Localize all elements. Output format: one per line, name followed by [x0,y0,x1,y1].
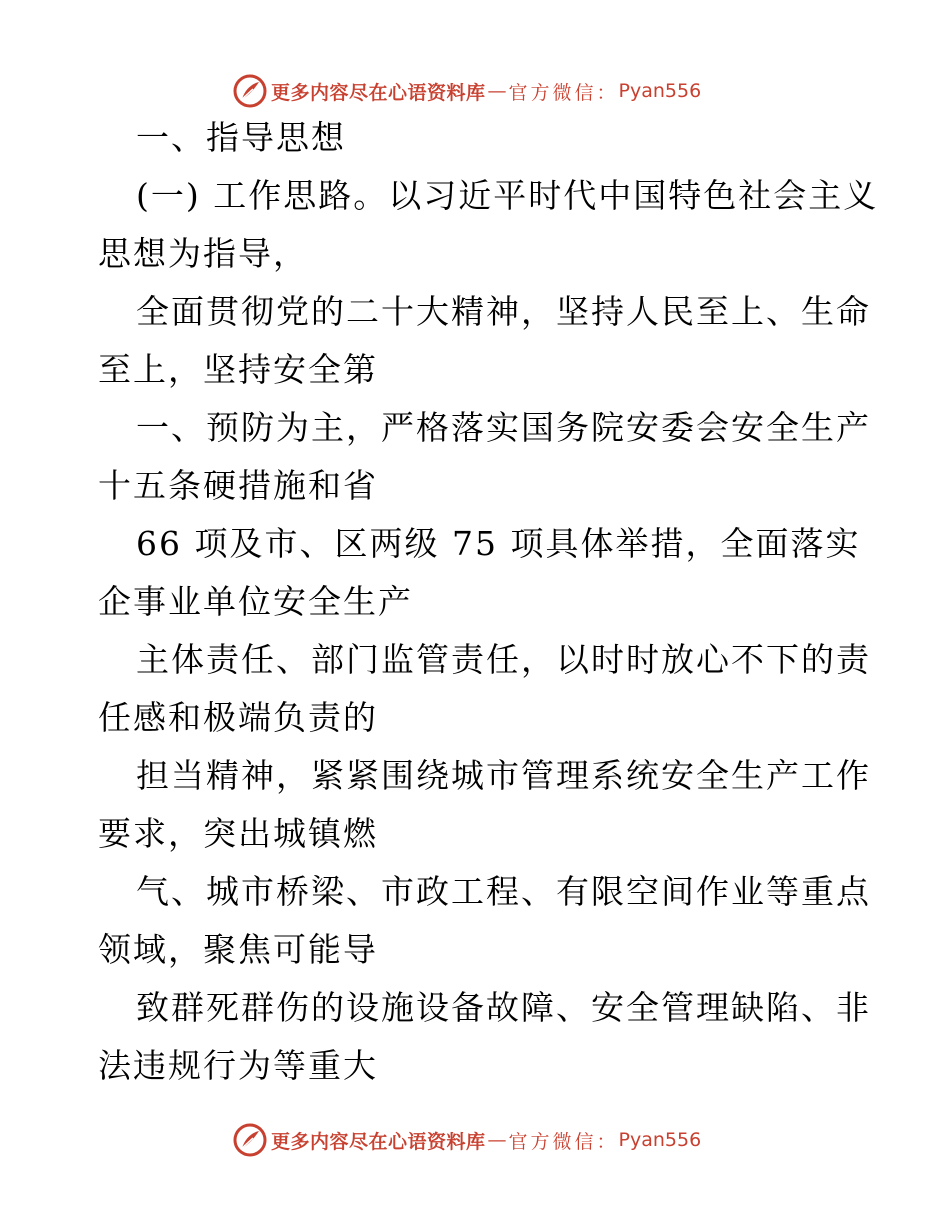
paragraph-line: 十五条硬措施和省 [98,466,378,505]
paragraph-line: 担当精神，紧紧围绕城市管理系统安全生产工作 [136,756,871,795]
feather-logo-icon [233,74,267,108]
paragraph-line: 气、城市桥梁、市政工程、有限空间作业等重点 [136,872,871,911]
paragraph-line: 至上，坚持安全第 [98,350,378,389]
paragraph-line: (一) 工作思路。以习近平时代中国特色社会主义 [136,176,879,215]
paragraph-line: 一、预防为主，严格落实国务院安委会安全生产 [136,408,871,447]
paragraph-line: 企事业单位安全生产 [98,582,413,621]
paragraph-line: 法违规行为等重大 [98,1046,378,1085]
header-watermark [233,73,701,109]
feather-logo-icon [233,1123,267,1157]
watermark-dash: — [487,1129,507,1151]
watermark-text: 更多内容尽在心语资料库 [271,81,486,104]
watermark-id: Pyan556 [618,1129,702,1151]
paragraph-line: 思想为指导， [98,234,308,273]
heading-guiding-ideology: 一、指导思想 [136,118,346,157]
paragraph-line: 要求，突出城镇燃 [98,814,378,853]
paragraph-line: 主体责任、部门监管责任，以时时放心不下的责 [136,640,871,679]
paragraph-line: 领域，聚焦可能导 [98,930,378,969]
watermark-label: 官方微信： [508,1130,619,1153]
paragraph-line: 66 项及市、区两级 75 项具体举措，全面落实 [136,524,861,563]
watermark-text: 更多内容尽在心语资料库 [271,1130,486,1153]
watermark-dash: — [487,80,507,102]
watermark-id: Pyan556 [618,80,702,102]
paragraph-line: 致群死群伤的设施设备故障、安全管理缺陷、非 [136,988,871,1027]
paragraph-line: 全面贯彻党的二十大精神，坚持人民至上、生命 [136,292,871,331]
watermark-label: 官方微信： [508,81,619,104]
paragraph-line: 任感和极端负责的 [98,698,378,737]
footer-watermark [233,1122,701,1158]
